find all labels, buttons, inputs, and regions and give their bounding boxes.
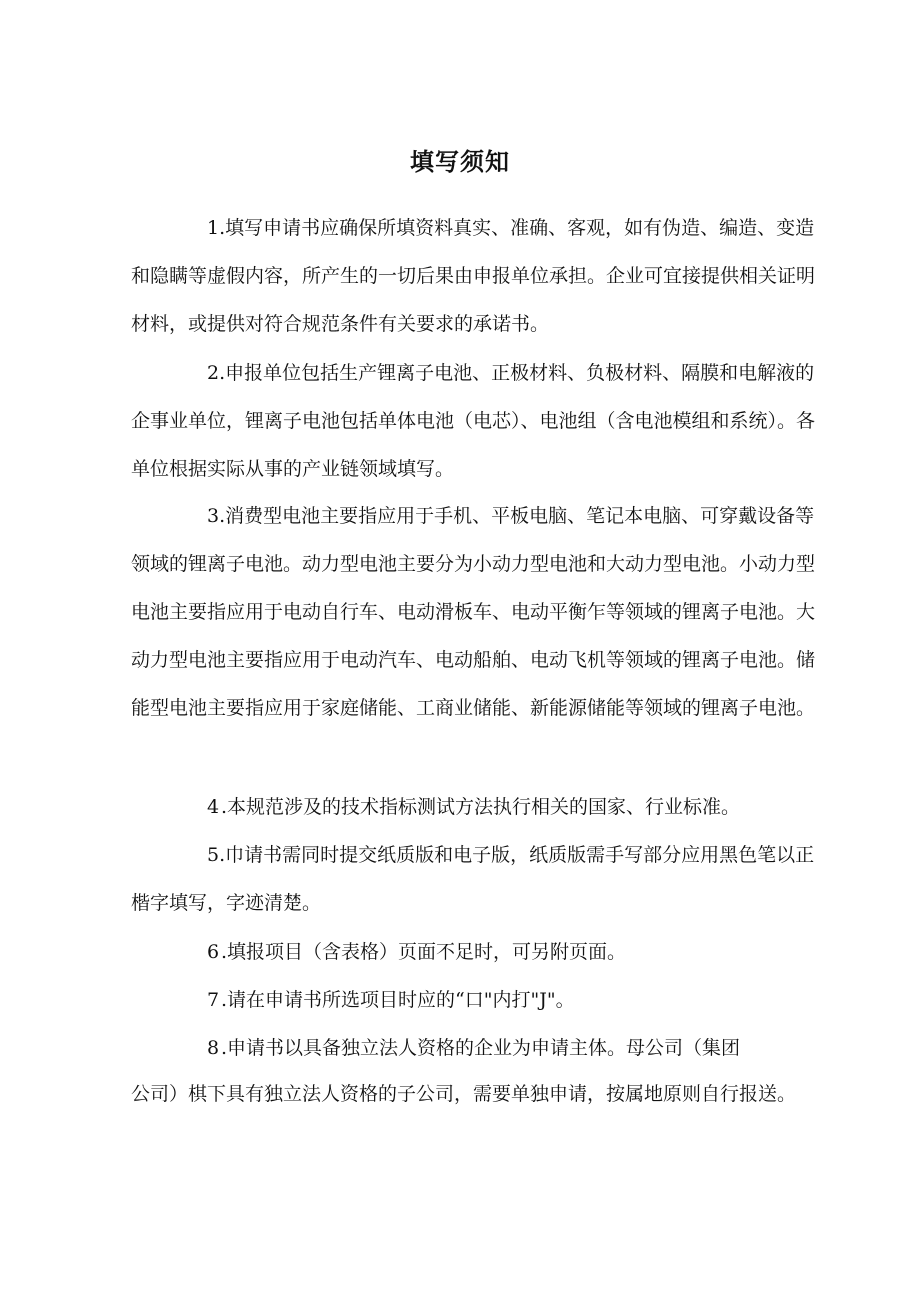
instruction-6-number: 6 — [207, 941, 220, 963]
instruction-2-number: 2 — [207, 362, 220, 384]
instruction-1-text: .填写申请书应确保所填资料真实、准确、客观，如有伪造、编造、变造和隐瞒等虚假内容，所产生的一切后果由申报单位承担。企业可宜接提供相关证明材料，或提供对符合规范条件有关要求的承诺书。 — [131, 217, 816, 335]
instruction-2-text: .申报单位包括生产锂离子电池、正极材料、负极材料、隔膜和电解液的企事业单位，锂离子电池包括单体电池（电芯）、电池组（含电池模组和系统）。各单位根据实际从事的产业链领域填写。 — [131, 362, 816, 480]
instruction-6 — [131, 928, 821, 976]
instruction-4-number: 4 — [207, 796, 220, 818]
instruction-1-number: 1 — [207, 217, 220, 239]
instruction-7-number: 7 — [207, 989, 220, 1011]
instruction-3-text: .消费型电池主要指应用于手机、平板电脑、笔记本电脑、可穿戴设备等领域的锂离子电池。动力型电池主要分为小动力型电池和大动力型电池。小动力型电池主要指应用于电动自行车、电动滑板车、电动平衡乍等领域的锂离子电池。大动力型电池主要指应用于电动汽车、电动船舶、电动飞机等领域的锂离子电池。储能型电池主要指应用于家庭储能、工商业储能、新能源储能等领域的锂离子电池。 — [131, 505, 816, 719]
instruction-7 — [131, 976, 821, 1024]
instruction-4-text: .本规范涉及的技术指标测试方法执行相关的国家、行业标准。 — [221, 796, 741, 818]
instruction-3 — [131, 492, 821, 732]
instruction-5-number: 5 — [207, 844, 220, 866]
instruction-2 — [131, 349, 821, 493]
instruction-8-continuation: 公司）棋下具有独立法人资格的子公司，需要单独申请，按属地原则自行报送。 — [131, 1083, 797, 1105]
instruction-6-text: .填报项目（含表格）页面不足时，可另附页面。 — [221, 941, 627, 963]
instruction-7-text: .请在申请书所选项目时应的“口"内打"J"。 — [221, 989, 575, 1011]
instruction-8-number: 8 — [207, 1037, 220, 1059]
instruction-8 — [131, 1024, 821, 1072]
instruction-5 — [131, 831, 821, 927]
page-title: 填写须知 — [410, 148, 510, 176]
instruction-5-text: .巾请书需同时提交纸质版和电子版，纸质版需手写部分应用黑色笔以正楷字填写，字迹清楚。 — [131, 844, 815, 914]
instruction-4 — [131, 783, 821, 831]
instruction-3-number: 3 — [207, 505, 220, 527]
instruction-1 — [131, 204, 821, 348]
instruction-8-text: .申请书以具备独立法人资格的企业为申请主体。母公司（集团 — [221, 1037, 741, 1059]
